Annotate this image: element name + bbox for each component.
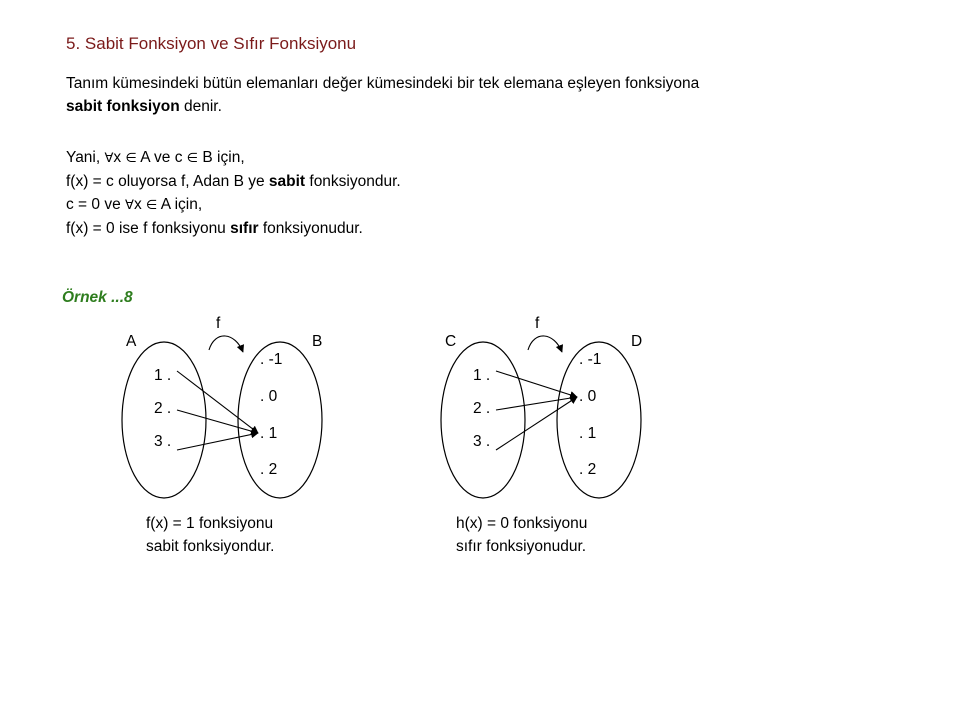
function-curved-arrow: [209, 336, 243, 352]
diagram-2-caption: [456, 512, 587, 558]
element-of-symbol: ∈: [125, 151, 137, 166]
codomain-element: . 1: [579, 425, 597, 442]
def-l2-a: f(x) = c oluyorsa f, Adan B ye: [66, 173, 269, 190]
element-of-symbol-3: ∈: [146, 198, 158, 213]
domain-set-ellipse: [441, 342, 525, 498]
mapping-arrow: [496, 397, 577, 450]
domain-set-ellipse: [122, 342, 206, 498]
mapping-arrow: [177, 371, 258, 433]
domain-element: 1 .: [473, 367, 491, 384]
intro-line-1: Tanım kümesindeki bütün elemanları değer kümesindeki bir tek elemana eşleyen fonksiyona: [66, 75, 700, 92]
def-l2-b: fonksiyondur.: [305, 173, 401, 190]
domain-element: 2 .: [473, 400, 491, 417]
intro-rest: denir.: [179, 98, 222, 115]
codomain-element: . 2: [260, 461, 278, 478]
def-l1-a: Yani,: [66, 149, 105, 166]
domain-element: 1 .: [154, 367, 172, 384]
codomain-element: . -1: [579, 351, 602, 368]
codomain-element: . 0: [260, 388, 278, 405]
mapping-arrow: [177, 433, 258, 450]
def-l4-b: fonksiyonudur.: [258, 220, 363, 237]
codomain-element: . -1: [260, 351, 283, 368]
def-l2-bold: sabit: [268, 173, 306, 190]
diagram-1: [122, 315, 322, 498]
def-l1-b: x: [113, 149, 126, 166]
def-l3-c: A için,: [157, 196, 203, 213]
forall-symbol-2: ∀: [125, 198, 134, 213]
codomain-element: . 0: [579, 388, 597, 405]
codomain-set-label: D: [631, 333, 643, 350]
forall-symbol: ∀: [104, 151, 114, 166]
mapping-arrow: [496, 397, 577, 410]
mapping-arrow: [177, 410, 258, 433]
function-curved-arrow: [528, 336, 562, 352]
def-l1-c: A ve c: [136, 149, 187, 166]
caption-1-line-1: f(x) = 1 fonksiyonu: [146, 515, 274, 532]
def-l4-bold: sıfır: [230, 220, 259, 237]
diagram-2: [441, 315, 642, 498]
intro-bold-term: sabit fonksiyon: [66, 98, 180, 115]
domain-element: 2 .: [154, 400, 172, 417]
function-label: f: [535, 315, 540, 332]
example-label: Örnek ...8: [62, 289, 133, 306]
def-l3-a: c = 0 ve: [66, 196, 126, 213]
domain-element: 3 .: [473, 433, 491, 450]
codomain-set-label: B: [312, 333, 323, 350]
def-l1-d: B için,: [198, 149, 245, 166]
caption-2-line-2: sıfır fonksiyonudur.: [456, 538, 587, 555]
def-l3-b: x: [133, 196, 146, 213]
caption-1-line-2: sabit fonksiyondur.: [146, 538, 275, 555]
element-of-symbol-2: ∈: [186, 151, 199, 166]
caption-2-line-1: h(x) = 0 fonksiyonu: [456, 515, 588, 532]
domain-element: 3 .: [154, 433, 172, 450]
domain-set-label: C: [445, 333, 457, 350]
function-label: f: [216, 315, 221, 332]
slide-title: 5. Sabit Fonksiyon ve Sıfır Fonksiyonu: [66, 34, 357, 53]
codomain-element: . 1: [260, 425, 278, 442]
codomain-element: . 2: [579, 461, 597, 478]
def-l4-a: f(x) = 0 ise f fonksiyonu: [66, 220, 231, 237]
diagram-1-caption: [146, 512, 274, 558]
domain-set-label: A: [126, 333, 137, 350]
